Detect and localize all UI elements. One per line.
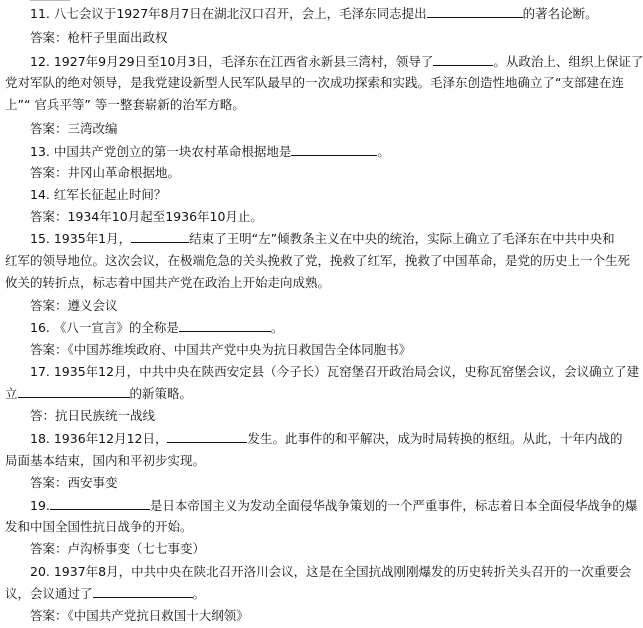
question-17-line-2 <box>5 385 192 403</box>
answer-blank <box>427 5 523 18</box>
answer-19: 答案：卢沟桥事变（七七事变） <box>30 541 206 556</box>
question-text: 。从政治上、组织上保证了 <box>493 54 643 69</box>
question-12-line-1 <box>30 53 643 71</box>
question-text: 发生。此事件的和平解决，成为时局转换的枢纽。从此，十年内战的 <box>247 431 623 446</box>
question-text: 16. 《八一宣言》的全称是 <box>30 320 179 335</box>
question-15-line-2: 红军的领导地位。这次会议，在极端危急的关头挽救了党，挽救了红军，挽救了中国革命，是党的历史上一个生死 <box>5 253 631 268</box>
question-text: 的新策略。 <box>129 386 193 401</box>
answer-17: 答：抗日民族统一战线 <box>30 408 156 423</box>
answer-blank <box>291 143 377 156</box>
question-19-line-1 <box>30 497 637 515</box>
question-19-line-2: 发和中国全国性抗日战争的开始。 <box>5 519 193 534</box>
question-text: 15. 1935年1月， <box>30 231 132 246</box>
cropped-top-rule <box>30 0 70 1</box>
answer-16: 答案：《中国苏维埃政府、中国共产党中央为抗日救国告全体同胞书》 <box>30 342 412 357</box>
question-20-line-1: 20. 1937年8月，中共中央在陕北召开洛川会议，这是在全国抗战刚刚爆发的历史转折关头召开的一次重要会 <box>30 564 632 579</box>
question-15-line-1 <box>30 230 615 248</box>
answer-blank <box>179 319 271 332</box>
question-text: 19. <box>30 498 50 513</box>
question-20-line-2 <box>5 585 205 603</box>
question-15-line-3: 攸关的转折点，标志着中国共产党在政治上开始走向成熟。 <box>5 275 331 290</box>
question-13 <box>30 143 390 161</box>
answer-blank <box>50 497 150 510</box>
answer-18: 答案：西安事变 <box>30 475 118 490</box>
question-text: 12. 1927年9月29日至10月3日，毛泽东在江西省永新县三湾村，领导了 <box>30 54 434 69</box>
answer-blank <box>433 53 493 66</box>
answer-blank <box>93 585 193 598</box>
answer-blank <box>131 230 189 243</box>
answer-15: 答案：遵义会议 <box>30 298 118 313</box>
question-text: 。 <box>270 320 284 335</box>
question-text: 立 <box>5 386 18 401</box>
question-text: 18. 1936年12月12日， <box>30 431 168 446</box>
question-text: 的著名论断。 <box>522 6 598 21</box>
question-12-line-3: 上”“ 官兵平等” 等一整套崭新的治军方略。 <box>5 97 245 112</box>
question-16 <box>30 319 283 337</box>
answer-blank <box>167 430 247 443</box>
question-18-line-1 <box>30 430 623 448</box>
question-12-line-2: 党对军队的绝对领导，是我党建设新型人民军队最早的一次成功探索和实践。毛泽东创造性地确立了“支部建在连 <box>5 75 624 90</box>
question-14: 14. 红军长征起止时间？ <box>30 187 167 202</box>
question-18-line-2: 局面基本结束，国内和平初步实现。 <box>5 453 206 468</box>
answer-14: 答案：1934年10月起至1936年10月止。 <box>30 209 263 224</box>
question-text: 是日本帝国主义为发动全面侵华战争策划的一个严重事件，标志着日本全面侵华战争的爆 <box>149 498 638 513</box>
answer-20: 答案：《中国共产党抗日救国十大纲领》 <box>30 608 249 623</box>
question-text: 结束了王明“左”倾教条主义在中央的统治，实际上确立了毛泽东在中共中央和 <box>189 231 615 246</box>
question-17-line-1: 17. 1935年12月，中共中央在陕西安定县（今子长）瓦窑堡召开政治局会议，史称瓦窑堡会议，会议确立了建 <box>30 364 640 379</box>
answer-blank <box>18 385 130 398</box>
question-text: 。 <box>377 144 390 159</box>
answer-12: 答案：三湾改编 <box>30 121 118 136</box>
question-text: 11. 八七会议于1927年8月7日在湖北汉口召开，会上，毛泽东同志提出 <box>30 6 427 21</box>
answer-11: 答案：枪杆子里面出政权 <box>30 30 168 45</box>
answer-13: 答案：井冈山革命根据地。 <box>30 165 181 180</box>
question-text: 议，会议通过了 <box>5 586 93 601</box>
question-11 <box>30 5 598 23</box>
question-text: 。 <box>192 586 206 601</box>
question-text: 13. 中国共产党创立的第一块农村革命根据地是 <box>30 144 292 159</box>
